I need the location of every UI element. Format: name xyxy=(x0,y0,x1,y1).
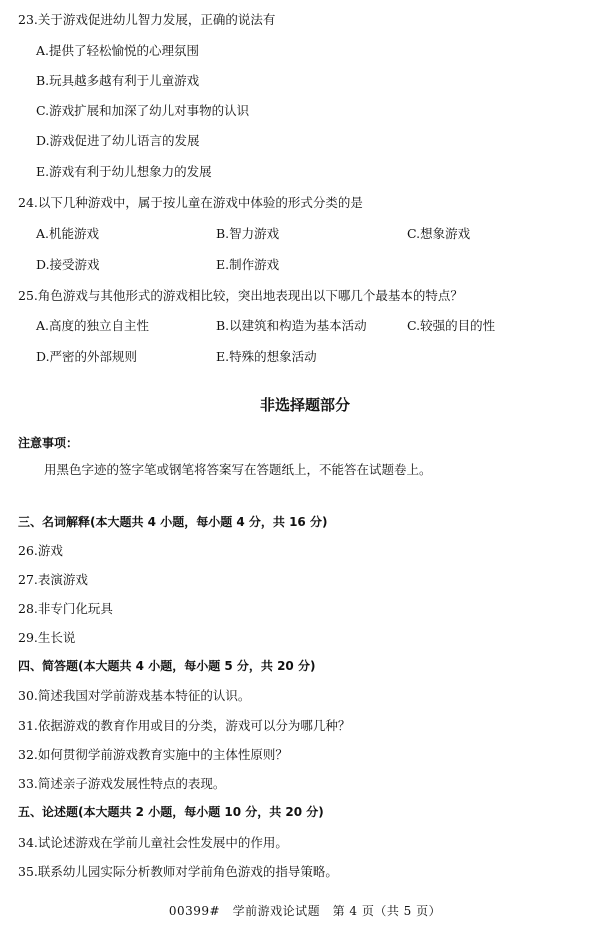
question-30: 30.简述我国对学前游戏基本特征的认识。 xyxy=(18,688,251,703)
notice-heading: 注意事项： xyxy=(18,436,79,450)
q24-option-b: B.智力游戏 xyxy=(216,226,280,241)
q24-option-d: D.接受游戏 xyxy=(36,257,100,272)
q23-option-e: E.游戏有利于幼儿想象力的发展 xyxy=(36,164,212,179)
q25-option-c: C.较强的目的性 xyxy=(407,318,496,333)
notice-text: 用黑色字迹的签字笔或钢笔将答案写在答题纸上，不能答在试题卷上。 xyxy=(44,462,432,477)
question-33: 33.简述亲子游戏发展性特点的表现。 xyxy=(18,776,226,791)
q24-option-a: A.机能游戏 xyxy=(36,226,100,241)
question-29: 29.生长说 xyxy=(18,630,76,645)
question-35: 35.联系幼儿园实际分析教师对学前角色游戏的指导策略。 xyxy=(18,864,338,879)
q23-option-d: D.游戏促进了幼儿语言的发展 xyxy=(36,133,200,148)
question-27: 27.表演游戏 xyxy=(18,572,88,587)
part3-heading: 三、名词解释(本大题共 4 小题，每小题 4 分，共 16 分) xyxy=(18,515,328,529)
q25-option-b: B.以建筑和构造为基本活动 xyxy=(216,318,367,333)
question-23-stem: 23.关于游戏促进幼儿智力发展，正确的说法有 xyxy=(18,12,276,27)
q24-option-c: C.想象游戏 xyxy=(407,226,471,241)
q23-option-a: A.提供了轻松愉悦的心理氛围 xyxy=(36,43,200,58)
question-24-stem: 24.以下几种游戏中，属于按儿童在游戏中体验的形式分类的是 xyxy=(18,195,363,210)
q25-option-d: D.严密的外部规则 xyxy=(36,349,138,364)
question-31: 31.依据游戏的教育作用或目的分类，游戏可以分为哪几种？ xyxy=(18,718,351,733)
q25-option-e: E.特殊的想象活动 xyxy=(216,349,317,364)
question-25-stem: 25.角色游戏与其他形式的游戏相比较，突出地表现出以下哪几个最基本的特点？ xyxy=(18,288,463,303)
part5-heading: 五、论述题(本大题共 2 小题，每小题 10 分，共 20 分) xyxy=(18,805,324,819)
question-34: 34.试论述游戏在学前儿童社会性发展中的作用。 xyxy=(18,835,288,850)
q24-option-e: E.制作游戏 xyxy=(216,257,280,272)
q23-option-c: C.游戏扩展和加深了幼儿对事物的认识 xyxy=(36,103,250,118)
question-32: 32.如何贯彻学前游戏教育实施中的主体性原则？ xyxy=(18,747,288,762)
q23-option-b: B.玩具越多越有利于儿童游戏 xyxy=(36,73,200,88)
question-28: 28.非专门化玩具 xyxy=(18,601,113,616)
question-26: 26.游戏 xyxy=(18,543,63,558)
q25-option-a: A.高度的独立自主性 xyxy=(36,318,150,333)
part4-heading: 四、简答题(本大题共 4 小题，每小题 5 分，共 20 分) xyxy=(18,659,316,673)
page-footer: 00399# 学前游戏论试题 第 4 页（共 5 页） xyxy=(168,904,442,918)
section-title: 非选择题部分 xyxy=(259,396,350,414)
